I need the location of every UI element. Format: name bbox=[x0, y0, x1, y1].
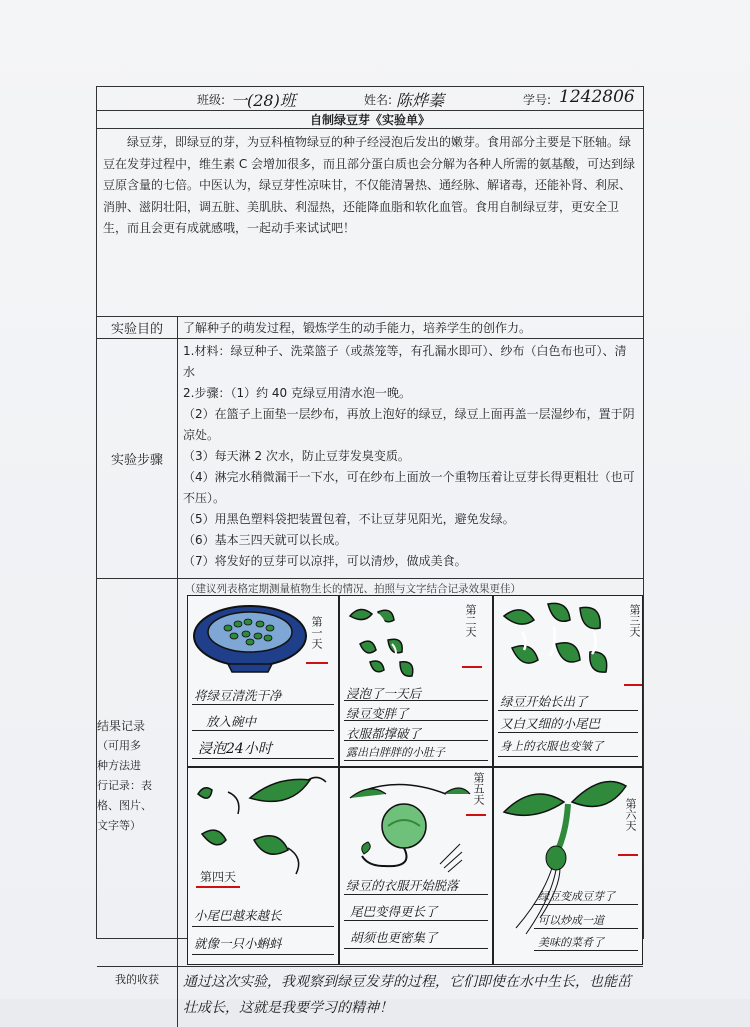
goal-row bbox=[97, 317, 643, 339]
caption: 又白又细的小尾巴 bbox=[500, 716, 601, 731]
caption-line bbox=[344, 920, 488, 921]
caption: 就像一只小蝌蚪 bbox=[194, 936, 282, 951]
results-sub: 行记录：表 bbox=[97, 778, 152, 792]
steps-row bbox=[97, 339, 643, 579]
caption-line bbox=[192, 954, 334, 955]
caption: 美味的菜肴了 bbox=[538, 936, 604, 949]
caption: 放入碗中 bbox=[206, 714, 257, 729]
step-line: （7）将发好的豆芽可以凉拌，可以清炒，做成美食。 bbox=[183, 554, 467, 568]
caption-line bbox=[498, 756, 638, 757]
day-label: 第五天 bbox=[472, 772, 485, 805]
results-sub: （可用多 bbox=[97, 738, 141, 752]
results-note: （建议列表格定期测量植物生长的情况、拍照与文字结合记录效果更佳） bbox=[185, 583, 521, 595]
caption-line bbox=[534, 928, 638, 929]
day-underline bbox=[462, 666, 482, 668]
caption: 浸泡24小时 bbox=[198, 741, 272, 757]
day-label: 第六天 bbox=[624, 798, 637, 831]
day-label: 第四天 bbox=[200, 870, 237, 884]
caption: 绿豆开始长出了 bbox=[500, 694, 588, 709]
form-title: 自制绿豆芽《实验单》 bbox=[97, 111, 643, 129]
caption-line bbox=[344, 740, 488, 741]
caption: 小尾巴越来越长 bbox=[194, 908, 282, 923]
caption-line bbox=[192, 758, 334, 759]
results-label: 结果记录 bbox=[97, 718, 146, 733]
caption-line bbox=[192, 730, 334, 731]
results-sub: 格、图片、 bbox=[97, 798, 152, 812]
caption-line bbox=[192, 704, 334, 705]
step-line: 1.材料：绿豆种子、洗菜篮子（或蒸笼等，有孔漏水即可）、纱布（白色布也可）、清水 bbox=[183, 344, 627, 379]
intro-paragraph: 绿豆芽，即绿豆的芽，为豆科植物绿豆的种子经浸泡后发出的嫩芽。食用部分主要是下胚轴。绿豆在发芽过程中，维生素 C 会增加很多，而且部分蛋白质也会分解为各种人所需的氨基酸，可达到绿豆原含量的七倍。中医认为，绿豆芽性凉味甘，不仅能清暑热、通经脉、解诸毒，还能补肾、利尿、消肿、滋阴壮阳，调五脏、美肌肤、利湿热，还能降血脂和软化血管。食用自制绿豆芽，更安全卫生，而且会更有成就感哦，一起动手来试试吧！ bbox=[97, 129, 643, 317]
results-sub: 文字等） bbox=[97, 818, 141, 832]
class-label: 班级: bbox=[197, 93, 226, 107]
day1-panel bbox=[187, 595, 339, 767]
day-label: 第二天 bbox=[464, 604, 477, 637]
day5-panel bbox=[339, 767, 493, 965]
caption: 绿豆的衣服开始脱落 bbox=[346, 878, 459, 893]
day-underline bbox=[306, 662, 328, 664]
harvest-row bbox=[97, 967, 643, 1027]
day-underline bbox=[466, 814, 486, 816]
day-underline bbox=[618, 854, 638, 856]
class-value: 一(28)班 bbox=[231, 91, 296, 110]
results-sub: 种方法进 bbox=[97, 758, 141, 772]
caption-line bbox=[344, 700, 488, 701]
caption-line bbox=[498, 732, 638, 733]
caption-line bbox=[534, 950, 638, 951]
caption-line bbox=[344, 760, 488, 761]
goal-label: 实验目的 bbox=[97, 317, 178, 338]
harvest-label: 我的收获 bbox=[97, 967, 178, 1027]
id-label: 学号: bbox=[523, 93, 552, 107]
step-line: （6）基本三四天就可以长成。 bbox=[183, 533, 347, 547]
caption: 露出白胖胖的小肚子 bbox=[346, 746, 445, 759]
results-row bbox=[97, 579, 643, 967]
day-underline bbox=[624, 684, 642, 686]
caption-line bbox=[344, 894, 488, 895]
results-label-cell bbox=[97, 579, 178, 966]
caption: 身上的衣服也变皱了 bbox=[500, 739, 604, 753]
caption-line bbox=[534, 904, 638, 905]
caption: 绿豆变成豆芽了 bbox=[538, 890, 615, 903]
step-line: （2）在篮子上面垫一层纱布，再放上泡好的绿豆，绿豆上面再盖一层湿纱布，置于阴凉处。 bbox=[183, 407, 635, 442]
step-line: （4）淋完水稍微漏干一下水，可在纱布上面放一个重物压着让豆芽长得更粗壮（也可不压）。 bbox=[183, 470, 635, 505]
day-underline bbox=[196, 886, 240, 888]
step-line: （5）用黑色塑料袋把装置包着，不让豆芽见阳光，避免发绿。 bbox=[183, 512, 515, 526]
id-value: 1242806 bbox=[559, 87, 635, 107]
caption: 将绿豆清洗干净 bbox=[194, 688, 282, 703]
caption-line bbox=[498, 710, 638, 711]
caption-line bbox=[192, 926, 334, 927]
caption: 浸泡了一天后 bbox=[346, 686, 422, 701]
day2-panel bbox=[339, 595, 493, 767]
step-line: （3）每天淋 2 次水，防止豆芽发臭变质。 bbox=[183, 449, 410, 463]
caption: 衣服都撑破了 bbox=[346, 726, 422, 741]
goal-text: 了解种子的萌发过程，锻炼学生的动手能力，培养学生的创作力。 bbox=[183, 321, 532, 335]
steps-label: 实验步骤 bbox=[97, 339, 178, 578]
step-line: 2.步骤：（1）约 40 克绿豆用清水泡一晚。 bbox=[183, 386, 411, 400]
caption: 尾巴变得更长了 bbox=[350, 904, 438, 919]
day4-panel bbox=[187, 767, 339, 965]
caption: 胡须也更密集了 bbox=[350, 930, 438, 945]
name-label: 姓名: bbox=[364, 93, 393, 107]
day-label: 第一天 bbox=[310, 616, 323, 649]
caption-line bbox=[344, 948, 488, 949]
steps-text bbox=[177, 339, 643, 578]
day3-panel bbox=[493, 595, 643, 767]
day6-panel bbox=[493, 767, 643, 965]
name-value: 陈烨蓁 bbox=[396, 91, 445, 110]
caption: 绿豆变胖了 bbox=[346, 706, 409, 721]
header-row bbox=[97, 87, 643, 111]
experiment-form-table bbox=[96, 86, 644, 1016]
caption-line bbox=[344, 720, 488, 721]
caption: 可以炒成一道 bbox=[538, 914, 604, 927]
day-label: 第三天 bbox=[628, 604, 641, 637]
harvest-text: 通过这次实验，我观察到绿豆发芽的过程，它们即使在水中生长，也能茁壮成长，这就是我要学习的精神！ bbox=[183, 974, 631, 1016]
